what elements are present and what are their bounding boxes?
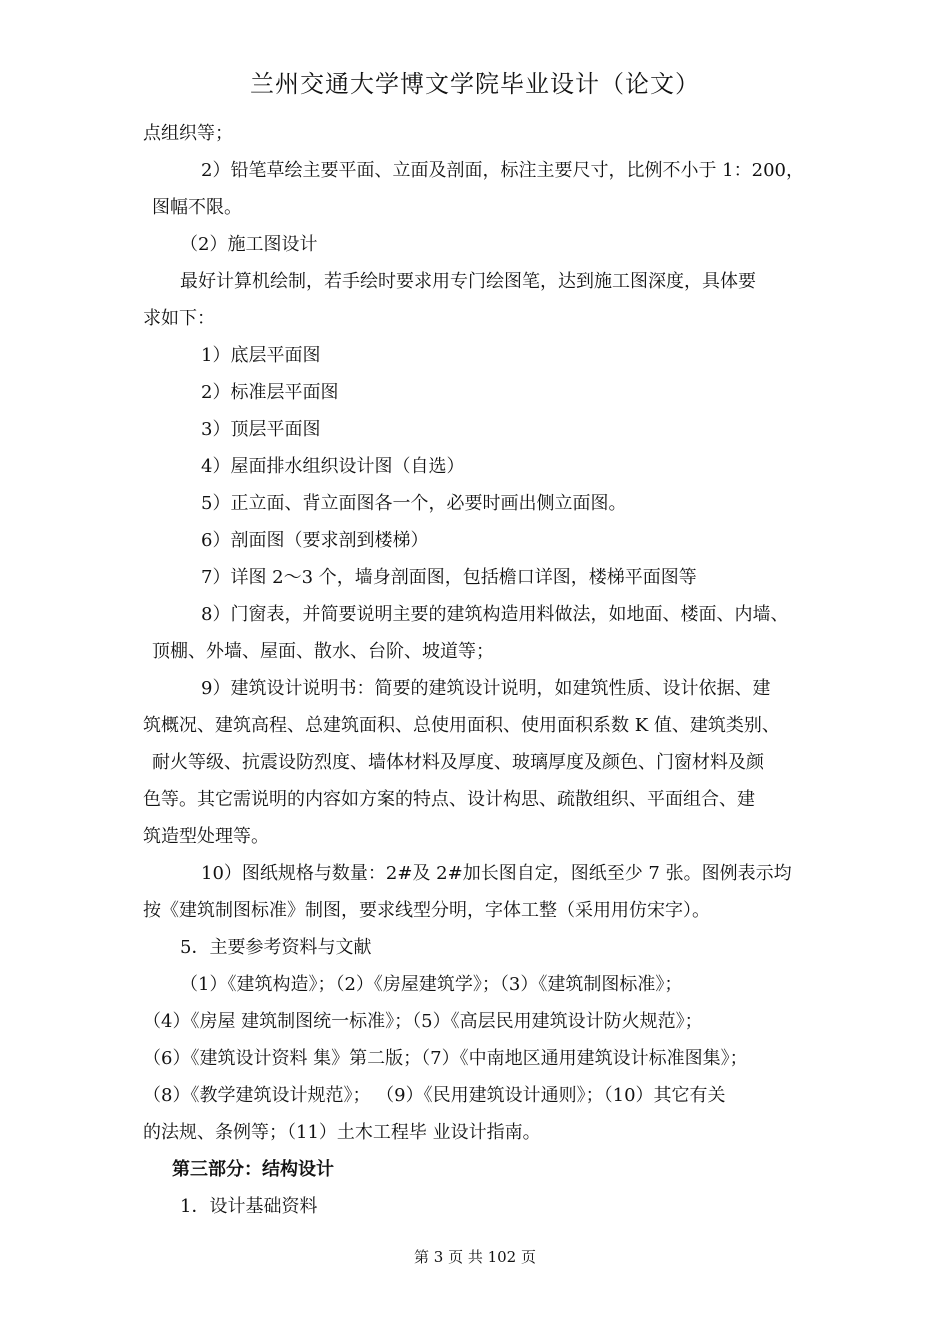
list-item: 9）建筑设计说明书：简要的建筑设计说明，如建筑性质、设计依据、建 [201, 678, 771, 699]
list-item: 1）底层平面图 [201, 345, 321, 366]
text-line: 色等。其它需说明的内容如方案的特点、设计构思、疏散组织、平面组合、建 [143, 789, 755, 810]
text-line: 图幅不限。 [152, 197, 242, 218]
text-line: 筑造型处理等。 [143, 826, 269, 847]
text-line: 按《建筑制图标准》制图，要求线型分明，字体工整（采用用仿宋字）。 [143, 900, 710, 921]
page-header-title: 兰州交通大学博文学院毕业设计（论文） [250, 70, 700, 98]
reference-line: （6）《建筑设计资料 集》第二版；（7）《中南地区通用建筑设计标准图集》； [143, 1048, 748, 1069]
list-item: 6）剖面图（要求剖到楼梯） [201, 530, 429, 551]
text-line: （2）施工图设计 [180, 234, 318, 255]
part-heading: 第三部分：结构设计 [172, 1159, 334, 1180]
list-item: 4）屋面排水组织设计图（自选） [201, 456, 465, 477]
list-item: 10）图纸规格与数量：2#及 2#加长图自定，图纸至少 7 张。图例表示均 [201, 863, 792, 884]
list-item: 3）顶层平面图 [201, 419, 321, 440]
reference-line: （8）《教学建筑设计规范》； （9）《民用建筑设计通则》；（10）其它有关 [143, 1085, 726, 1106]
page-footer: 第 3 页 共 102 页 [413, 1248, 536, 1266]
text-line: 顶棚、外墙、屋面、散水、台阶、坡道等； [152, 641, 494, 662]
text-line: 2）铅笔草绘主要平面、立面及剖面，标注主要尺寸，比例不小于 1：200， [201, 160, 804, 181]
text-line: 最好计算机绘制，若手绘时要求用专门绘图笔，达到施工图深度，具体要 [180, 271, 756, 292]
list-item: 7）详图 2～3 个，墙身剖面图，包括檐口详图，楼梯平面图等 [201, 567, 697, 588]
list-item: 2）标准层平面图 [201, 382, 339, 403]
reference-line: （4）《房屋 建筑制图统一标准》；（5）《高层民用建筑设计防火规范》； [143, 1011, 703, 1032]
section-heading: 1．设计基础资料 [180, 1196, 318, 1217]
reference-line: （1）《建筑构造》；（2）《房屋建筑学》；（3）《建筑制图标准》； [180, 974, 683, 995]
text-line: 点组织等； [143, 123, 233, 144]
list-item: 5）正立面、背立面图各一个，必要时画出侧立面图。 [201, 493, 627, 514]
list-item: 8）门窗表，并简要说明主要的建筑构造用料做法，如地面、楼面、内墙、 [201, 604, 789, 625]
text-line: 筑概况、建筑高程、总建筑面积、总使用面积、使用面积系数 K 值、建筑类别、 [143, 715, 780, 736]
reference-line: 的法规、条例等；（11）土木工程毕 业设计指南。 [143, 1122, 541, 1143]
section-heading: 5．主要参考资料与文献 [180, 937, 372, 958]
text-line: 求如下： [143, 308, 215, 329]
text-line: 耐火等级、抗震设防烈度、墙体材料及厚度、玻璃厚度及颜色、门窗材料及颜 [152, 752, 764, 773]
